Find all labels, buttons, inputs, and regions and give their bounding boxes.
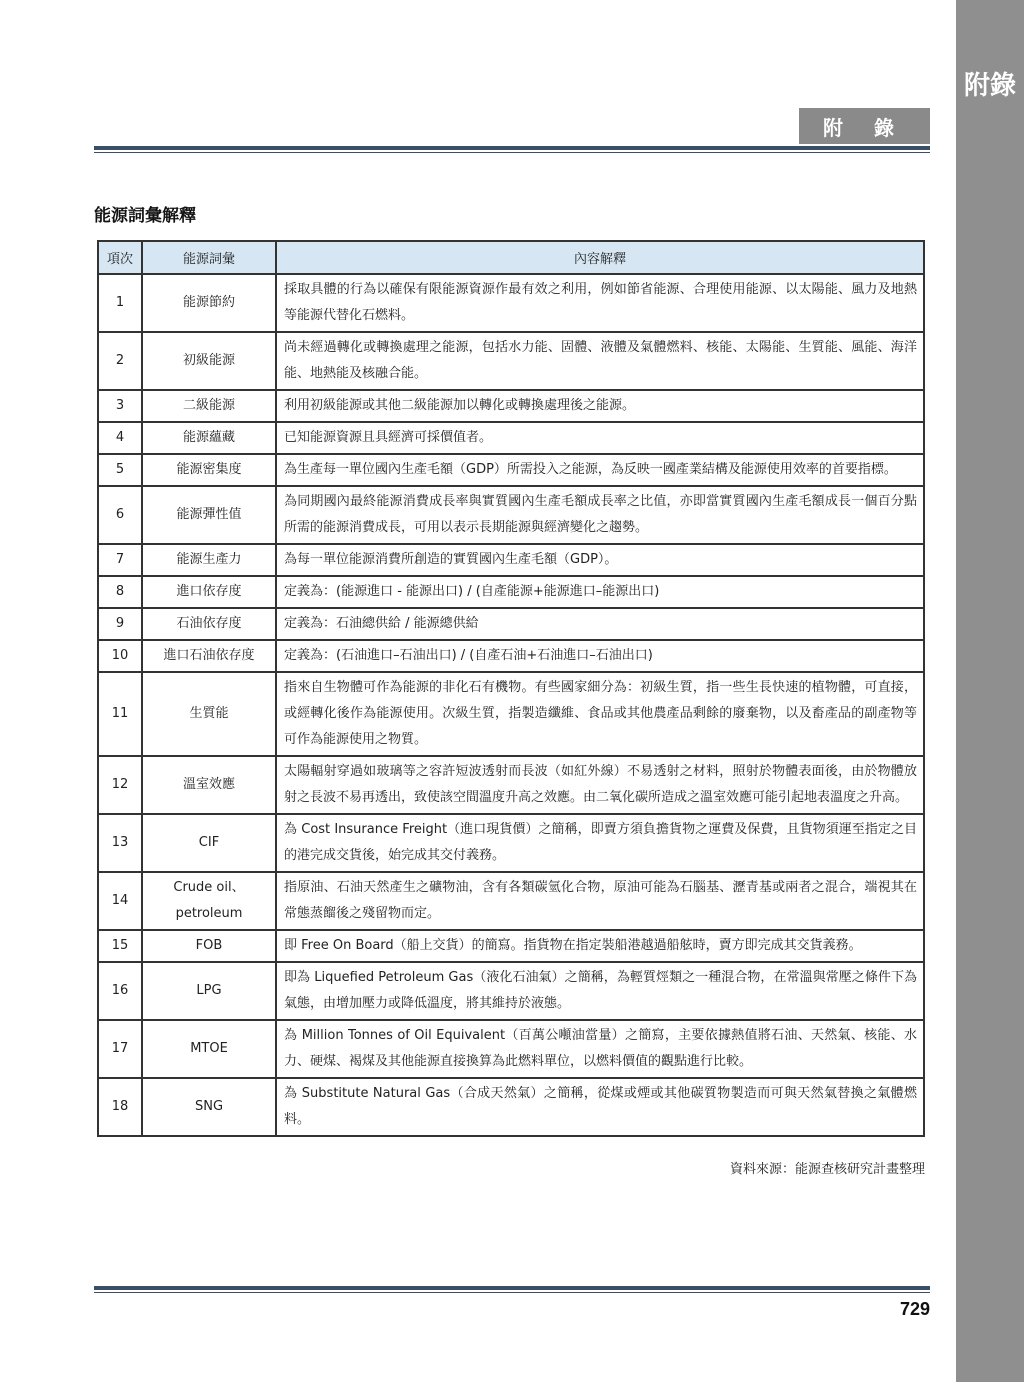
table-row: [98, 486, 924, 544]
table-row: [98, 640, 924, 672]
row-definition: 為生產每一單位國內生產毛額（GDP）所需投入之能源，為反映一國產業結構及能源使用效率的首要指標。: [276, 454, 924, 486]
side-tab-label: 附錄: [964, 71, 1017, 101]
row-term: 能源生產力: [142, 544, 276, 576]
table-row: [98, 422, 924, 454]
row-term: 能源密集度: [142, 454, 276, 486]
row-number: 12: [98, 756, 142, 814]
row-definition: 為 Cost Insurance Freight（進口現貨價）之簡稱，即賣方須負擔貨物之運費及保費，且貨物須運至指定之目的港完成交貨後，始完成其交付義務。: [276, 814, 924, 872]
row-number: 15: [98, 930, 142, 962]
row-number: 9: [98, 608, 142, 640]
row-term: 能源彈性值: [142, 486, 276, 544]
row-number: 13: [98, 814, 142, 872]
table-row: [98, 454, 924, 486]
table-row: [98, 332, 924, 390]
column-header-number: 項次: [98, 241, 142, 274]
column-header-definition: 內容解釋: [276, 241, 924, 274]
row-definition: 定義為：(石油進口–石油出口) / (自產石油+石油進口–石油出口): [276, 640, 924, 672]
row-definition: 為每一單位能源消費所創造的實質國內生產毛額（GDP）。: [276, 544, 924, 576]
row-term: SNG: [142, 1078, 276, 1136]
row-number: 14: [98, 872, 142, 930]
row-number: 2: [98, 332, 142, 390]
table-row: [98, 1078, 924, 1136]
header-divider: [94, 146, 930, 153]
row-term: MTOE: [142, 1020, 276, 1078]
row-definition: 為 Substitute Natural Gas（合成天然氣）之簡稱，從煤或煙或其他碳質物製造而可與天然氣替換之氣體燃料。: [276, 1078, 924, 1136]
row-number: 5: [98, 454, 142, 486]
chapter-side-tab: [956, 0, 1024, 1382]
table-row: [98, 576, 924, 608]
row-definition: 定義為：(能源進口 - 能源出口) / (自產能源+能源進口–能源出口): [276, 576, 924, 608]
row-number: 17: [98, 1020, 142, 1078]
table-header-row: [98, 241, 924, 274]
row-number: 1: [98, 274, 142, 332]
table-row: [98, 544, 924, 576]
appendix-header-label: 附 錄: [799, 108, 930, 144]
row-definition: 尚未經過轉化或轉換處理之能源，包括水力能、固體、液體及氣體燃料、核能、太陽能、生質能、風能、海洋能、地熱能及核融合能。: [276, 332, 924, 390]
table-row: [98, 962, 924, 1020]
row-definition: 指原油、石油天然產生之礦物油，含有各類碳氫化合物，原油可能為石腦基、瀝青基或兩者之混合，端視其在常態蒸餾後之殘留物而定。: [276, 872, 924, 930]
page-number: 729: [899, 1299, 930, 1319]
row-term: 二級能源: [142, 390, 276, 422]
footer-divider: [94, 1286, 930, 1293]
table-row: [98, 1020, 924, 1078]
row-number: 16: [98, 962, 142, 1020]
row-term: 初級能源: [142, 332, 276, 390]
row-term: LPG: [142, 962, 276, 1020]
row-number: 3: [98, 390, 142, 422]
row-term: CIF: [142, 814, 276, 872]
glossary-table: [97, 240, 925, 1137]
row-definition: 太陽輻射穿過如玻璃等之容許短波透射而長波（如紅外線）不易透射之材料，照射於物體表面後，由於物體放射之長波不易再透出，致使該空間溫度升高之效應。由二氧化碳所造成之溫室效應可能引起地表溫度之升高。: [276, 756, 924, 814]
row-definition: 指來自生物體可作為能源的非化石有機物。有些國家細分為：初級生質，指一些生長快速的植物體，可直接，或經轉化後作為能源使用。次級生質，指製造纖維、食品或其他農產品剩餘的廢棄物，以及畜產品的副產物等可作為能源使用之物質。: [276, 672, 924, 756]
row-term: 溫室效應: [142, 756, 276, 814]
row-term: 進口依存度: [142, 576, 276, 608]
row-term: Crude oil、petroleum: [142, 872, 276, 930]
row-definition: 已知能源資源且具經濟可採價值者。: [276, 422, 924, 454]
table-row: [98, 608, 924, 640]
row-definition: 為同期國內最終能源消費成長率與實質國內生產毛額成長率之比值，亦即當實質國內生產毛額成長一個百分點所需的能源消費成長，可用以表示長期能源與經濟變化之趨勢。: [276, 486, 924, 544]
table-row: [98, 930, 924, 962]
row-term: FOB: [142, 930, 276, 962]
row-definition: 即為 Liquefied Petroleum Gas（液化石油氣）之簡稱，為輕質烴類之一種混合物，在常溫與常壓之條件下為氣態，由增加壓力或降低溫度，將其維持於液態。: [276, 962, 924, 1020]
row-term: 生質能: [142, 672, 276, 756]
row-definition: 為 Million Tonnes of Oil Equivalent（百萬公噸油當量）之簡寫，主要依據熱值將石油、天然氣、核能、水力、硬煤、褐煤及其他能源直接換算為此燃料單位，以燃料價值的觀點進行比較。: [276, 1020, 924, 1078]
table-row: [98, 756, 924, 814]
table-row: [98, 672, 924, 756]
table-row: [98, 390, 924, 422]
row-definition: 採取具體的行為以確保有限能源資源作最有效之利用，例如節省能源、合理使用能源、以太陽能、風力及地熱等能源代替化石燃料。: [276, 274, 924, 332]
row-number: 11: [98, 672, 142, 756]
row-number: 8: [98, 576, 142, 608]
table-row: [98, 814, 924, 872]
table-row: [98, 872, 924, 930]
row-definition: 即 Free On Board（船上交貨）的簡寫。指貨物在指定裝船港越過船舷時，賣方即完成其交貨義務。: [276, 930, 924, 962]
row-number: 18: [98, 1078, 142, 1136]
row-number: 4: [98, 422, 142, 454]
row-number: 10: [98, 640, 142, 672]
table-row: [98, 274, 924, 332]
row-definition: 定義為：石油總供給 / 能源總供給: [276, 608, 924, 640]
row-number: 6: [98, 486, 142, 544]
row-term: 石油依存度: [142, 608, 276, 640]
row-term: 能源節約: [142, 274, 276, 332]
section-title: 能源詞彙解釋: [94, 206, 196, 226]
column-header-term: 能源詞彙: [142, 241, 276, 274]
row-number: 7: [98, 544, 142, 576]
source-note: 資料來源：能源查核研究計畫整理: [729, 1162, 925, 1177]
row-term: 進口石油依存度: [142, 640, 276, 672]
row-term: 能源蘊藏: [142, 422, 276, 454]
row-definition: 利用初級能源或其他二級能源加以轉化或轉換處理後之能源。: [276, 390, 924, 422]
